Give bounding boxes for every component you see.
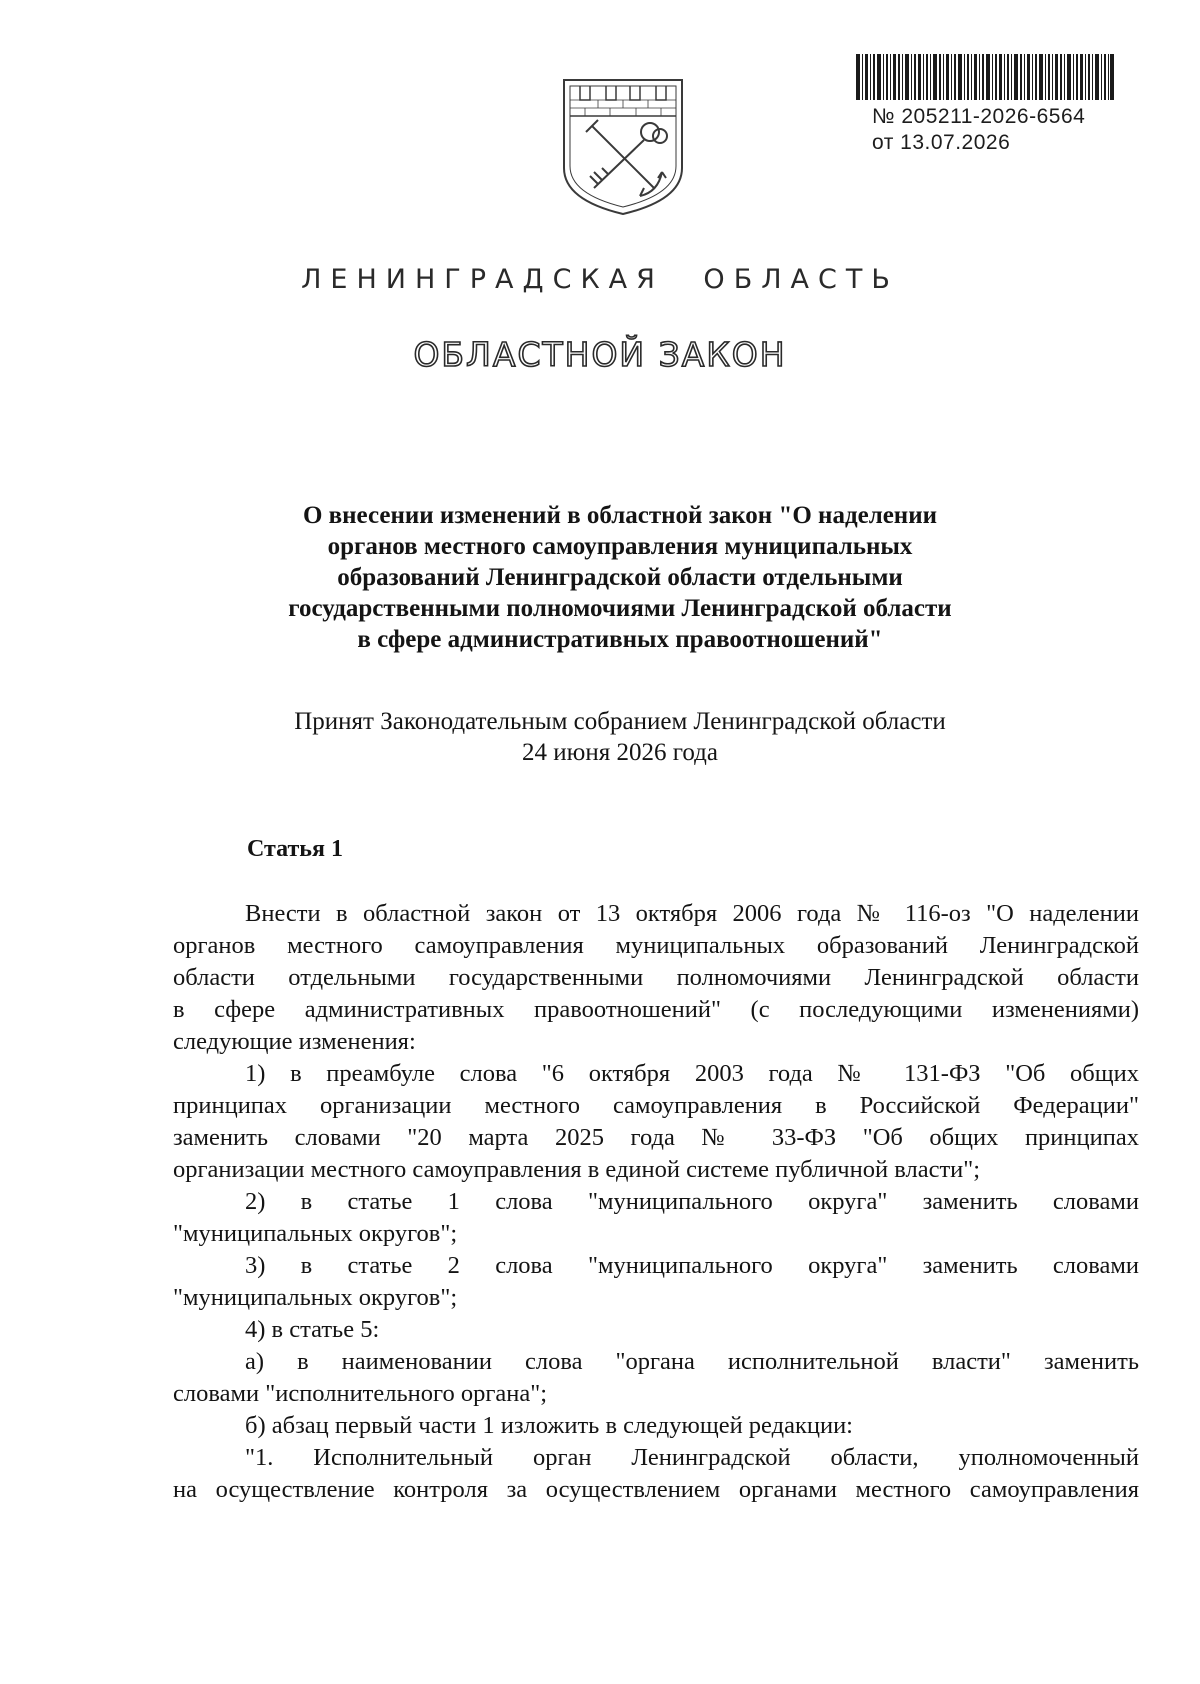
body-line: б) абзац первый части 1 изложить в следующей редакции: [245, 1412, 853, 1439]
article-body [173, 898, 1139, 1506]
registration-date: от 13.07.2026 [872, 131, 1011, 154]
registration-number: № 205211-2026-6564 [872, 105, 1086, 128]
adoption-note-line: Принят Законодательным собранием Ленинградской области [294, 708, 946, 735]
body-line: "1. Исполнительный орган Ленинградской области, уполномоченный [245, 1444, 1139, 1471]
document-type-heading: ОБЛАСТНОЙ ЗАКОН [413, 335, 787, 374]
body-line: принципах организации местного самоуправления в Российской Федерации" [173, 1092, 1139, 1119]
body-line: организации местного самоуправления в единой системе публичной власти"; [173, 1156, 981, 1183]
body-line: 1) в преамбуле слова "6 октября 2003 года № 131-ФЗ "Об общих [245, 1060, 1139, 1087]
registration-stamp [872, 104, 1162, 156]
body-line: на осуществление контроля за осуществлением органами местного самоуправления [173, 1476, 1139, 1503]
body-line: "муниципальных округов"; [173, 1284, 458, 1311]
region-heading: ЛЕНИНГРАДСКАЯ ОБЛАСТЬ [301, 264, 899, 295]
adoption-date: 24 июня 2026 года [522, 739, 718, 766]
body-line: следующие изменения: [173, 1028, 416, 1055]
body-line: а) в наименовании слова "органа исполнительной власти" заменить [245, 1348, 1139, 1375]
body-line: области отдельными государственными полномочиями Ленинградской области [173, 964, 1139, 991]
body-line: заменить словами "20 марта 2025 года № 33-ФЗ "Об общих принципах [173, 1124, 1139, 1151]
body-line: 2) в статье 1 слова "муниципального округа" заменить словами [245, 1188, 1139, 1215]
law-title-line: образований Ленинградской области отдельными [337, 564, 903, 591]
article-heading: Статья 1 [247, 836, 343, 862]
barcode [856, 54, 1114, 100]
law-title [160, 500, 1080, 655]
law-title-line: О внесении изменений в областной закон "О наделении [302, 502, 938, 529]
body-line: словами "исполнительного органа"; [173, 1380, 548, 1407]
law-title-line: государственными полномочиями Ленинградской области [288, 595, 952, 622]
body-line: "муниципальных округов"; [173, 1220, 458, 1247]
law-title-line: органов местного самоуправления муниципальных [327, 533, 913, 560]
body-line: в сфере административных правоотношений" (с последующими изменениями) [173, 996, 1139, 1023]
body-line: 4) в статье 5: [245, 1316, 380, 1343]
law-title-line: в сфере административных правоотношений" [357, 626, 883, 653]
body-line: 3) в статье 2 слова "муниципального округа" заменить словами [245, 1252, 1139, 1279]
body-line: Внести в областной закон от 13 октября 2006 года № 116-оз "О наделении [245, 900, 1139, 927]
coat-of-arms-emblem [558, 76, 688, 216]
adoption-note [160, 706, 1080, 768]
body-line: органов местного самоуправления муниципальных образований Ленинградской [173, 932, 1139, 959]
